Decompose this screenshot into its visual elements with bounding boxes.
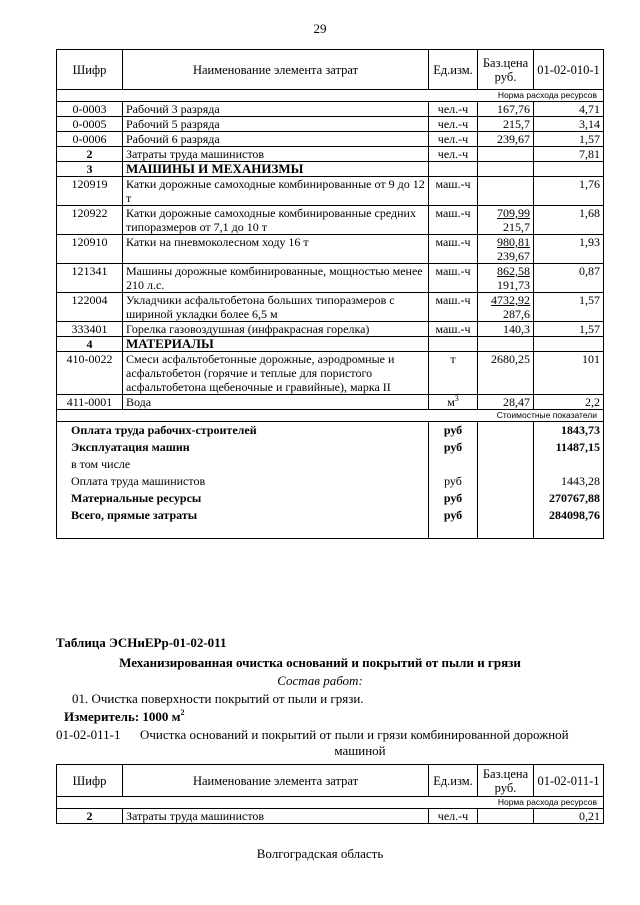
summary-row	[57, 473, 604, 490]
summary-label: Оплата труда машинистов	[57, 473, 429, 490]
row-price	[478, 352, 534, 395]
row-price-wage: 191,73	[497, 278, 530, 292]
row-price-main: 239,67	[497, 132, 530, 146]
row-code: 2	[57, 809, 123, 824]
norm-label: Норма расхода ресурсов	[57, 90, 604, 102]
summary-row	[57, 490, 604, 507]
row-unit-text: чел.-ч	[437, 132, 469, 146]
summary-value	[534, 456, 604, 473]
row-price-wage: 287,6	[503, 307, 530, 321]
row-code: 333401	[57, 322, 123, 337]
row-unit	[429, 235, 478, 264]
row-unit-text: чел.-ч	[437, 147, 469, 161]
summary-price	[478, 439, 534, 456]
row-unit	[429, 395, 478, 410]
summary-price	[478, 422, 534, 440]
summary-label: Эксплуатация машин	[57, 439, 429, 456]
row-value	[534, 337, 604, 352]
table-row	[57, 395, 604, 410]
t2-norm-label: Норма расхода ресурсов	[57, 797, 604, 809]
row-price	[478, 206, 534, 235]
row-name: Горелка газовоздушная (инфракрасная горелка)	[123, 322, 429, 337]
row-name: Затраты труда машинистов	[123, 809, 429, 824]
row-unit	[429, 264, 478, 293]
summary-unit: руб	[429, 490, 478, 507]
table-row	[57, 352, 604, 395]
row-code: 0-0006	[57, 132, 123, 147]
table-row	[57, 117, 604, 132]
row-code: 411-0001	[57, 395, 123, 410]
row-price	[478, 293, 534, 322]
table-title: Таблица ЭСНиЕРр-01-02-011	[56, 635, 227, 650]
row-unit	[429, 162, 478, 177]
row-price-main: 28,47	[503, 395, 530, 409]
table-row	[57, 206, 604, 235]
row-unit-text: чел.-ч	[437, 117, 469, 131]
row-unit-text: т	[450, 352, 456, 366]
col-header-price: Баз.цена руб.	[478, 50, 534, 90]
summary-value: 284098,76	[534, 507, 604, 539]
row-unit	[429, 352, 478, 395]
work-item: 01. Очистка поверхности покрытий от пыли и грязи.	[72, 691, 364, 706]
row-name: Катки дорожные самоходные комбинированные от 9 до 12 т	[123, 177, 429, 206]
summary-value: 1843,73	[534, 422, 604, 440]
row-unit-text: маш.-ч	[435, 206, 471, 220]
summary-unit: руб	[429, 439, 478, 456]
row-name: Смеси асфальтобетонные дорожные, аэродромные и асфальтобетон (горячие и теплые для пористого асфальтобетона щебеночные и гравийные), марка II	[123, 352, 429, 395]
summary-price	[478, 490, 534, 507]
row-unit	[429, 206, 478, 235]
row-code: 120922	[57, 206, 123, 235]
row-unit	[429, 337, 478, 352]
row-price	[478, 322, 534, 337]
row-code: 120919	[57, 177, 123, 206]
row-name: Укладчики асфальтобетона больших типоразмеров с шириной укладки более 6,5 м	[123, 293, 429, 322]
row-price-wage: 239,67	[497, 249, 530, 263]
row-unit-text: маш.-ч	[435, 322, 471, 336]
row-price-main: 709,99	[497, 206, 530, 220]
t2-col-header-name: Наименование элемента затрат	[123, 765, 429, 797]
row-unit-text: чел.-ч	[437, 102, 469, 116]
row-unit-sup: 3	[454, 394, 459, 403]
table-row	[57, 147, 604, 162]
cost-header: Стоимостные показатели	[57, 410, 604, 422]
table-row	[57, 809, 604, 824]
col-header-name: Наименование элемента затрат	[123, 50, 429, 90]
page-number: 29	[313, 21, 327, 36]
table-row	[57, 293, 604, 322]
summary-row	[57, 456, 604, 473]
row-name: Затраты труда машинистов	[123, 147, 429, 162]
row-price	[478, 117, 534, 132]
summary-price	[478, 507, 534, 539]
table-row	[57, 132, 604, 147]
row-value: 2,2	[534, 395, 604, 410]
summary-label: Оплата труда рабочих-строителей	[57, 422, 429, 440]
row-unit	[429, 147, 478, 162]
row-price-main: 862,58	[497, 264, 530, 278]
row-price	[478, 809, 534, 824]
row-code: 3	[57, 162, 123, 177]
t2-col-header-price: Баз.цена руб.	[478, 765, 534, 797]
table-row	[57, 235, 604, 264]
t2-col-header-code: Шифр	[57, 765, 123, 797]
item-description: Очистка оснований и покрытий от пыли и грязи комбинированной дорожной машиной	[140, 727, 569, 758]
row-value: 0,87	[534, 264, 604, 293]
row-value: 1,57	[534, 293, 604, 322]
summary-label: Всего, прямые затраты	[57, 507, 429, 539]
row-unit	[429, 102, 478, 117]
row-value: 1,57	[534, 132, 604, 147]
composition-title: Состав работ:	[277, 673, 363, 688]
row-value	[534, 162, 604, 177]
summary-value: 1443,28	[534, 473, 604, 490]
row-code: 410-0022	[57, 352, 123, 395]
row-price-main: 2680,25	[491, 352, 530, 366]
row-price-main: 140,3	[503, 322, 530, 336]
t2-col-header-unit: Ед.изм.	[429, 765, 478, 797]
table-row	[57, 162, 604, 177]
row-unit	[429, 117, 478, 132]
summary-row	[57, 507, 604, 539]
table-row	[57, 264, 604, 293]
row-unit-text: маш.-ч	[435, 177, 471, 191]
summary-unit: руб	[429, 422, 478, 440]
resource-table-2	[56, 764, 604, 824]
row-price	[478, 102, 534, 117]
resource-table-1	[56, 49, 604, 539]
row-code: 121341	[57, 264, 123, 293]
row-value: 7,81	[534, 147, 604, 162]
row-code: 0-0003	[57, 102, 123, 117]
summary-label: Материальные ресурсы	[57, 490, 429, 507]
row-code: 4	[57, 337, 123, 352]
col-header-unit: Ед.изм.	[429, 50, 478, 90]
table-row	[57, 337, 604, 352]
row-code: 0-0005	[57, 117, 123, 132]
row-price-main: 980,81	[497, 235, 530, 249]
t2-col-header-norm-code: 01-02-011-1	[534, 765, 604, 797]
row-unit	[429, 132, 478, 147]
row-value: 1,76	[534, 177, 604, 206]
summary-value: 11487,15	[534, 439, 604, 456]
row-code: 120910	[57, 235, 123, 264]
row-price-main: 4732,92	[491, 293, 530, 307]
row-unit-text: м	[447, 395, 455, 409]
row-price	[478, 395, 534, 410]
row-price	[478, 132, 534, 147]
row-unit	[429, 322, 478, 337]
row-name: Катки на пневмоколесном ходу 16 т	[123, 235, 429, 264]
summary-unit	[429, 456, 478, 473]
row-price	[478, 177, 534, 206]
section-heading: Механизированная очистка оснований и покрытий от пыли и грязи	[119, 655, 521, 670]
row-unit-text: маш.-ч	[435, 293, 471, 307]
row-name: Рабочий 3 разряда	[123, 102, 429, 117]
summary-row	[57, 422, 604, 440]
summary-price	[478, 473, 534, 490]
row-value: 4,71	[534, 102, 604, 117]
col-header-norm-code: 01-02-010-1	[534, 50, 604, 90]
summary-row	[57, 439, 604, 456]
meter-label: Измеритель: 1000 $м^2$	[64, 708, 185, 724]
row-name: Катки дорожные самоходные комбинированные средних типоразмеров от 7,1 до 10 т	[123, 206, 429, 235]
row-unit: чел.-ч	[429, 809, 478, 824]
table-row	[57, 177, 604, 206]
row-price-main: 167,76	[497, 102, 530, 116]
col-header-code: Шифр	[57, 50, 123, 90]
row-value: 101	[534, 352, 604, 395]
table-row	[57, 102, 604, 117]
summary-price	[478, 456, 534, 473]
row-code: 2	[57, 147, 123, 162]
row-value: 0,21	[534, 809, 604, 824]
row-price	[478, 162, 534, 177]
row-unit	[429, 293, 478, 322]
summary-value: 270767,88	[534, 490, 604, 507]
row-name: МАТЕРИАЛЫ	[123, 337, 429, 352]
row-value: 1,68	[534, 206, 604, 235]
summary-label: в том числе	[57, 456, 429, 473]
row-value: 1,93	[534, 235, 604, 264]
row-unit-text: маш.-ч	[435, 235, 471, 249]
row-price	[478, 264, 534, 293]
summary-unit: руб	[429, 507, 478, 539]
row-price	[478, 147, 534, 162]
row-unit	[429, 177, 478, 206]
row-code: 122004	[57, 293, 123, 322]
row-price-wage: 215,7	[503, 220, 530, 234]
item-code: 01-02-011-1	[56, 727, 121, 742]
row-value: 3,14	[534, 117, 604, 132]
row-name: Рабочий 5 разряда	[123, 117, 429, 132]
row-price-main: 215,7	[503, 117, 530, 131]
row-price	[478, 235, 534, 264]
row-price	[478, 337, 534, 352]
row-name: Рабочий 6 разряда	[123, 132, 429, 147]
row-name: Вода	[123, 395, 429, 410]
row-name: МАШИНЫ И МЕХАНИЗМЫ	[123, 162, 429, 177]
table-row	[57, 322, 604, 337]
summary-unit: руб	[429, 473, 478, 490]
row-unit-text: маш.-ч	[435, 264, 471, 278]
row-value: 1,57	[534, 322, 604, 337]
footer-region: Волгоградская область	[256, 846, 384, 861]
row-name: Машины дорожные комбинированные, мощностью менее 210 л.с.	[123, 264, 429, 293]
